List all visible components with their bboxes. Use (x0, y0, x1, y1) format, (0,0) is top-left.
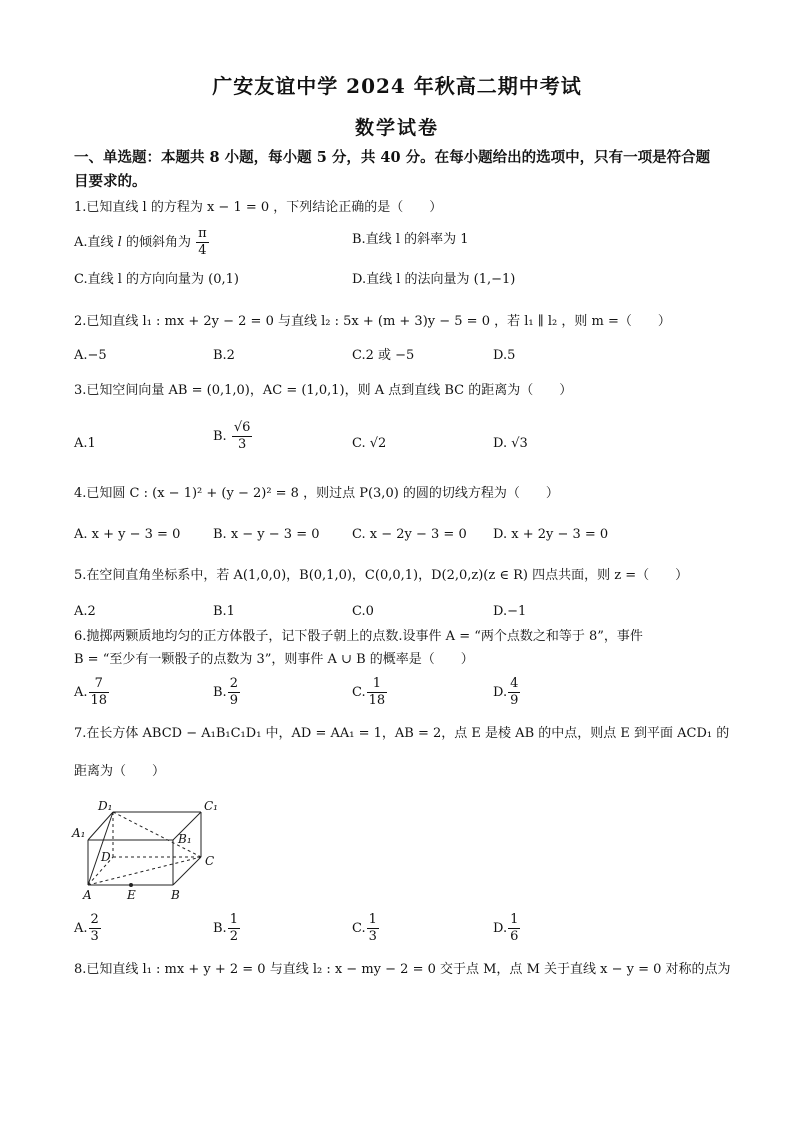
fraction-1-over-6: $\frac{1}{6}$ (510, 912, 519, 944)
label-e: E (127, 888, 136, 902)
question-6-option-a: A. $\frac{7}{18}$ (74, 676, 108, 708)
option-b-label: B. (213, 429, 227, 444)
cuboid-figure (70, 795, 230, 905)
question-1-option-c: C.直线 l 的方向向量为 (0,1) (74, 272, 239, 287)
fraction-1-over-18: $\frac{1}{18}$ (368, 676, 386, 708)
question-6-stem-line-2: B = “至少有一颗骰子的点数为 3”，则事件 A ∪ B 的概率是（ ） (74, 652, 474, 667)
question-1-option-b: B.直线 l 的斜率为 1 (352, 232, 469, 247)
question-5-option-a: A.2 (74, 604, 96, 619)
question-8-stem: 8.已知直线 l₁ : mx + y + 2 = 0 与直线 l₂ : x − my − 2 = 0 交于点 M，点 M 关于直线 x − y = 0 对称的点为 (74, 962, 731, 977)
fraction-1-over-3: $\frac{1}{3}$ (368, 912, 377, 944)
label-d: D (101, 850, 111, 864)
question-7-option-c: C. $\frac{1}{3}$ (352, 912, 377, 944)
question-6-option-b: B. $\frac{2}{9}$ (213, 676, 238, 708)
edge-b-c (173, 857, 201, 885)
fraction-sqrt6-over-3: $\frac{√6}{3}$ (233, 420, 251, 452)
question-1-option-a (74, 226, 210, 259)
question-4-stem: 4.已知圆 C : (x − 1)² + (y − 2)² = 8 ，则过点 P(3,0) 的圆的切线方程为（ ） (74, 486, 559, 501)
question-7-stem-line-1: 7.在长方体 ABCD − A₁B₁C₁D₁ 中，AD = AA₁ = 1，AB = 2，点 E 是棱 AB 的中点，则点 E 到平面 ACD₁ 的 (74, 726, 730, 741)
question-1-stem: 1.已知直线 l 的方程为 x − 1 = 0 ，下列结论正确的是（ ） (74, 200, 443, 215)
question-7-option-a: A. $\frac{2}{3}$ (74, 912, 99, 944)
question-4-option-a: A. x + y − 3 = 0 (74, 527, 181, 542)
question-5-stem: 5.在空间直角坐标系中，若 A(1,0,0)，B(0,1,0)，C(0,0,1)，D(2,0,z)(z ∈ R) 四点共面，则 z =（ ） (74, 568, 689, 583)
question-3-option-a: A.1 (74, 436, 96, 451)
question-3-option-b (213, 420, 253, 453)
question-7-stem-line-2: 距离为（ ） (74, 764, 166, 779)
question-3-option-c: C. √2 (352, 436, 387, 451)
question-2-option-a: A.−5 (74, 348, 107, 363)
fraction-1-over-2: $\frac{1}{2}$ (229, 912, 238, 944)
fraction-2-over-3: $\frac{2}{3}$ (90, 912, 99, 944)
fraction-2-over-9: $\frac{2}{9}$ (229, 676, 238, 708)
question-5-option-c: C.0 (352, 604, 374, 619)
question-2-option-d: D.5 (493, 348, 516, 363)
question-4-option-d: D. x + 2y − 3 = 0 (493, 527, 609, 542)
label-b1: B₁ (178, 832, 192, 846)
option-a-text: A.直线 l 的倾斜角为 (74, 235, 191, 250)
fraction-pi-over-4: $\frac{\pi}{4}$ (198, 226, 207, 258)
question-2-option-c: C.2 或 −5 (352, 348, 415, 363)
label-c1: C₁ (204, 799, 218, 813)
question-5-option-d: D.−1 (493, 604, 527, 619)
label-a1: A₁ (72, 826, 86, 840)
question-2-option-b: B.2 (213, 348, 235, 363)
section-heading: 一、单选题：本题共 8 小题，每小题 5 分，共 40 分。在每小题给出的选项中，只有一项是符合题目要求的。 (74, 149, 711, 190)
question-4-option-b: B. x − y − 3 = 0 (213, 527, 320, 542)
exam-subtitle: 数学试卷 (354, 117, 439, 139)
question-2-stem: 2.已知直线 l₁ : mx + 2y − 2 = 0 与直线 l₂ : 5x + (m + 3)y − 5 = 0 ，若 l₁ ∥ l₂ ，则 m =（ ） (74, 314, 671, 329)
fraction-4-over-9: $\frac{4}{9}$ (510, 676, 519, 708)
label-a: A (83, 888, 92, 902)
question-7-option-d: D. $\frac{1}{6}$ (493, 912, 519, 944)
edge-a1-d1 (88, 812, 113, 840)
question-6-stem-line-1: 6.抛掷两颗质地均匀的正方体骰子，记下骰子朝上的点数.设事件 A = “两个点数之和等于 8”，事件 (74, 629, 643, 644)
fraction-7-over-18: $\frac{7}{18}$ (90, 676, 108, 708)
segment-a-d1 (88, 812, 113, 885)
label-b: B (171, 888, 180, 902)
question-6-option-d: D. $\frac{4}{9}$ (493, 676, 519, 708)
label-c: C (205, 854, 215, 868)
question-4-option-c: C. x − 2y − 3 = 0 (352, 527, 467, 542)
exam-title: 广安友谊中学 2024 年秋高二期中考试 (212, 74, 582, 98)
question-5-option-b: B.1 (213, 604, 235, 619)
question-1-option-d: D.直线 l 的法向量为 (1,−1) (352, 272, 516, 287)
point-e (129, 883, 133, 887)
question-7-option-b: B. $\frac{1}{2}$ (213, 912, 238, 944)
question-3-option-d: D. √3 (493, 436, 528, 451)
question-6-option-c: C. $\frac{1}{18}$ (352, 676, 386, 708)
question-3-stem: 3.已知空间向量 AB = (0,1,0)，AC = (1,0,1)，则 A 点到直线 BC 的距离为（ ） (74, 383, 573, 398)
label-d1: D₁ (98, 799, 113, 813)
